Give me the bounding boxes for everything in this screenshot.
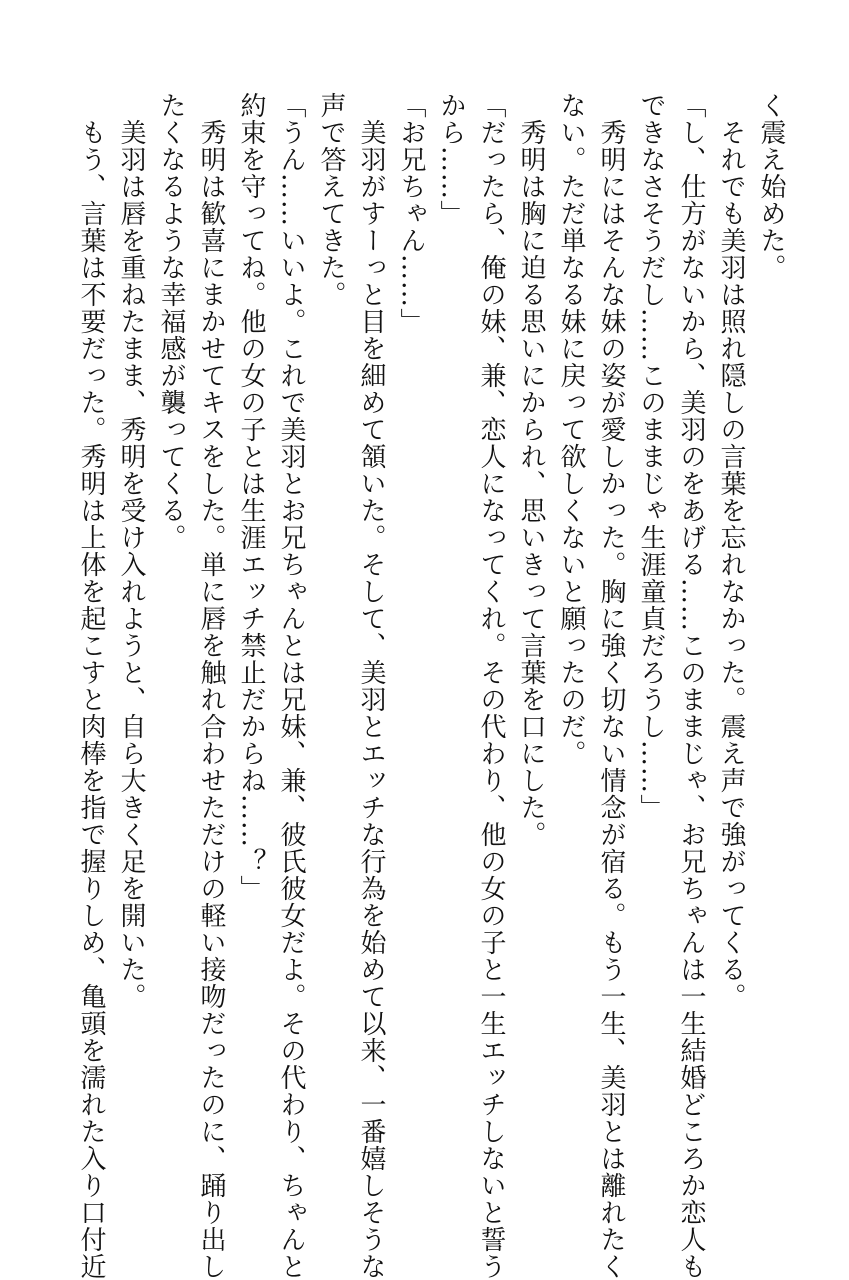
text-line: 「うん……いいよ。これで美羽とお兄ちゃんとは兄妹、兼、彼氏彼女だよ。その代わり、ちゃんと [276, 92, 306, 1280]
text-line: 「だったら、俺の妹、兼、恋人になってくれ。その代わり、他の女の子と一生エッチしないと誓う [476, 92, 506, 1280]
text-line: 「し、仕方がないから、美羽のをあげる……このままじゃ、お兄ちゃんは一生結婚どころか恋人も [676, 92, 706, 1280]
text-line: それでも美羽は照れ隠しの言葉を忘れなかった。震え声で強がってくる。 [716, 92, 746, 1010]
text-line: く震え始めた。 [756, 92, 786, 281]
text-line: ない。ただ単なる妹に戻って欲しくないと願ったのだ。 [556, 92, 586, 767]
text-line: 秀明にはそんな妹の姿が愛しかった。胸に強く切ない情念が宿る。もう一生、美羽とは離れたく [596, 92, 626, 1280]
text-line: 約束を守ってね。他の女の子とは生涯エッチ禁止だからね……？」 [236, 92, 266, 902]
vertical-text-body [71, 92, 791, 1280]
text-line: たくなるような幸福感が襲ってくる。 [156, 92, 186, 551]
text-line: から……」 [436, 92, 466, 227]
text-line: もう、言葉は不要だった。秀明は上体を起こすと肉棒を指で握りしめ、亀頭を濡れた入り口付近 [76, 92, 106, 1280]
text-line: 「お兄ちゃん……」 [396, 92, 426, 335]
text-line: 美羽がすーっと目を細めて頷いた。そして、美羽とエッチな行為を始めて以来、一番嬉しそうな [356, 92, 386, 1280]
text-line: 声で答えてきた。 [316, 92, 346, 308]
text-line: 美羽は唇を重ねたまま、秀明を受け入れようと、自ら大きく足を開いた。 [116, 92, 146, 1010]
text-line: 秀明は胸に迫る思いにかられ、思いきって言葉を口にした。 [516, 92, 546, 848]
text-line: できなさそうだし……このままじゃ生涯童貞だろうし……」 [636, 92, 666, 821]
text-line: 秀明は歓喜にまかせてキスをした。単に唇を触れ合わせただけの軽い接吻だったのに、踊り出し [196, 92, 226, 1280]
